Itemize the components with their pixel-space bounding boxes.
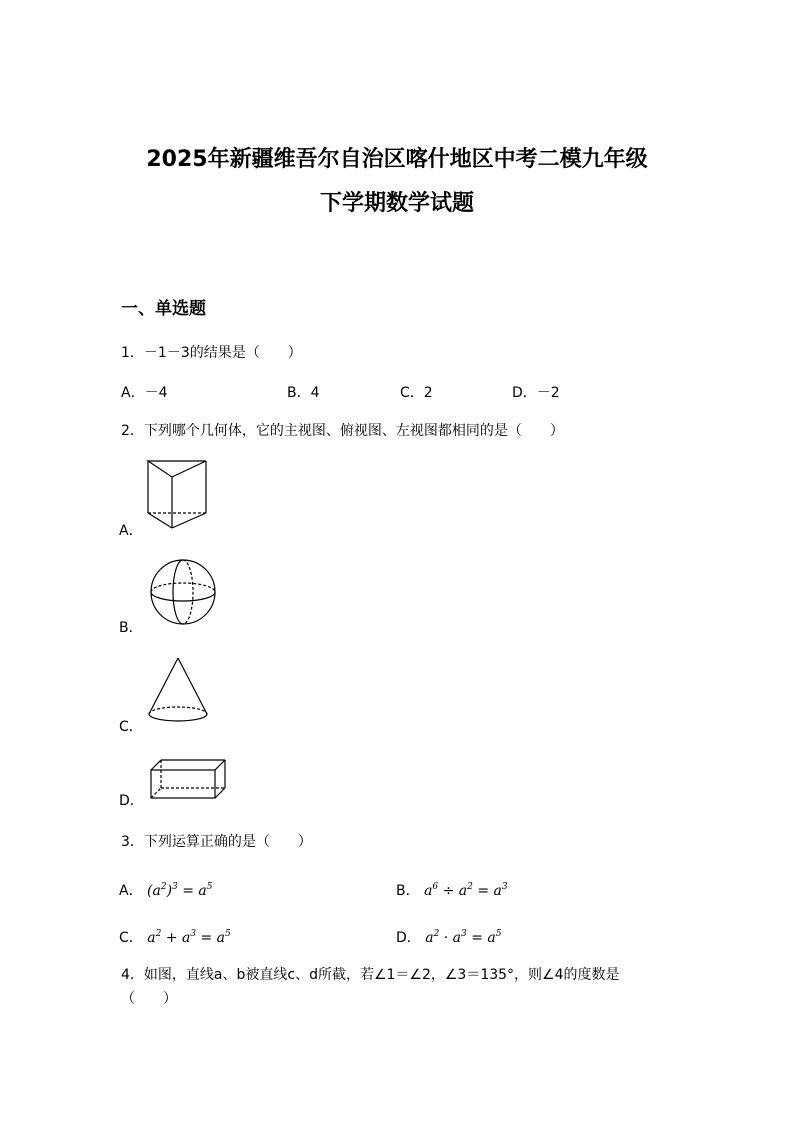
q2-option-b-label: B． (119, 620, 143, 636)
q2-option-c-label: C． (119, 719, 143, 735)
cuboid-figure (149, 758, 227, 800)
q3-option-a-label: A． (119, 883, 143, 899)
title-line-1: 2025年新疆维吾尔自治区喀什地区中考二模九年级 (146, 147, 648, 172)
q3-option-c-label: C． (119, 930, 143, 946)
q4-stem-line-2: （ ） (121, 991, 177, 1007)
q3-option-b (396, 880, 508, 900)
triangular-prism-figure (144, 458, 210, 530)
q3-option-a (119, 880, 213, 900)
title-line-2: 下学期数学试题 (319, 191, 474, 216)
q3-option-d-expr: $a^2 \cdot a^3 = a^5$ (425, 929, 502, 946)
q1-option-d: D．－2 (512, 385, 560, 401)
q3-option-d (396, 927, 501, 947)
q3-option-b-expr: $a^6 \div a^2 = a^3$ (424, 882, 508, 899)
q2-option-d-label: D． (119, 793, 144, 809)
q3-option-c (119, 927, 231, 947)
sphere-figure (149, 558, 217, 626)
q3-stem: 3．下列运算正确的是（ ） (121, 834, 312, 850)
q2-option-a-label: A． (119, 523, 143, 539)
q4-stem-line-1: 4．如图，直线a、b被直线c、d所截，若∠1＝∠2，∠3＝135°，则∠4的度数是 (121, 967, 620, 983)
q1-stem: 1．－1－3的结果是（ ） (121, 345, 302, 361)
q3-option-b-label: B． (396, 883, 420, 899)
q1-option-a: A．－4 (121, 385, 168, 401)
q1-option-b: B．4 (287, 385, 320, 401)
section-heading: 一、单选题 (121, 299, 206, 319)
q3-option-d-label: D． (396, 930, 421, 946)
q3-option-a-expr: $(a^2)^3 = a^5$ (147, 882, 213, 899)
q1-option-c: C．2 (400, 385, 433, 401)
cone-figure (147, 656, 209, 724)
q3-option-c-expr: $a^2 + a^3 = a^5$ (147, 929, 231, 946)
q2-stem: 2．下列哪个几何体，它的主视图、俯视图、左视图都相同的是（ ） (121, 423, 564, 439)
